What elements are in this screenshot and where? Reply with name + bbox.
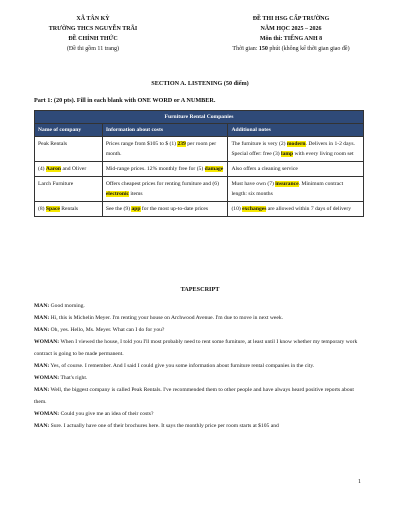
answer-highlight: exchanges: [242, 206, 267, 212]
dialogue-line: [34, 372, 364, 384]
cell-text: and Oliver: [61, 166, 87, 172]
cost-cell: [102, 177, 228, 202]
dialogue-text: Well, the biggest company is called Peak Rentals. I've recommended them to other people and have always heard positive reports about them.: [34, 387, 354, 405]
page-count-note: (Đề thi gồm 11 trang): [66, 46, 120, 52]
cell-text: items: [129, 191, 143, 197]
table-row: [35, 162, 364, 177]
cell-text: (4): [38, 166, 46, 172]
section-title: SECTION A. LISTENING (50 điểm): [151, 80, 249, 87]
answer-highlight: modern: [286, 141, 306, 147]
cell-text: Prices range from $105 to $ (1): [105, 141, 178, 147]
time-label: Thời gian:: [232, 46, 259, 52]
cell-text: (8): [38, 206, 46, 212]
speaker-label: WOMAN:: [34, 411, 60, 417]
cost-cell: [102, 162, 228, 177]
cell-text: with every living room set: [293, 151, 354, 157]
cell-text: The furniture is very (2): [231, 141, 287, 147]
dialogue-text: Yes, of course. I remember. And I said I could give you some information about furniture rental companies in the city.: [49, 363, 315, 369]
dialogue-text: That's right.: [59, 375, 88, 381]
note-cell: [228, 177, 364, 202]
official-label: ĐỀ CHÍNH THỨC: [68, 36, 118, 42]
dialogue-line: [34, 324, 364, 336]
table-row: [35, 177, 364, 202]
exam-title: ĐỀ THI HSG CẤP TRƯỜNG: [252, 16, 330, 22]
table-caption: Furniture Rental Companies: [35, 111, 364, 124]
furniture-table: [34, 110, 364, 217]
dialogue-line: [34, 384, 364, 408]
cell-text: Larch Furniture: [38, 181, 74, 187]
answer-highlight: damage: [204, 166, 224, 172]
dialogue-text: Hi, this is Michelin Meyer. I'm renting your house on Archwood Avenue. I'm due to move in next week.: [49, 315, 284, 321]
subject-label: Môn thi:: [259, 36, 284, 42]
table-row: [35, 202, 364, 217]
company-cell: [35, 137, 103, 162]
answer-highlight: lamp: [281, 151, 294, 157]
commune-name: XÃ TÂN KỲ: [76, 16, 110, 22]
column-header: Name of company: [35, 124, 103, 137]
cell-text: are allowed within 7 days of delivery: [266, 206, 352, 212]
page-number: 1: [358, 479, 361, 485]
cost-cell: [102, 137, 228, 162]
cost-cell: [102, 202, 228, 217]
cell-text: Offers cheapest prices for renting furniture and (6): [105, 181, 219, 187]
dialogue-line: [34, 408, 364, 420]
header-left: [18, 14, 168, 54]
dialogue-line: [34, 360, 364, 372]
cell-text: for the most up-to-date prices: [140, 206, 209, 212]
cell-text: See the (9): [105, 206, 132, 212]
school-name: TRƯỜNG THCS NGUYỄN TRÃI: [48, 26, 138, 32]
dialogue-text: Could you give me an idea of their costs?: [59, 411, 154, 417]
note-cell: [228, 137, 364, 162]
dialogue-text: Oh, yes. Hello, Ms. Meyer. What can I do for you?: [49, 327, 165, 333]
note-cell: [228, 202, 364, 217]
dialogue-line: [34, 300, 364, 312]
cell-text: (10): [231, 206, 243, 212]
answer-highlight: Aaron: [45, 166, 62, 172]
dialogue-text: Sure. I actually have one of their brochures here. It says the monthly price per room starts at $105 and: [49, 423, 279, 429]
speaker-label: MAN:: [34, 327, 50, 333]
cell-text: . Delivers in 1-2 days. Special offer: free (3): [231, 141, 355, 157]
header-right: [196, 14, 386, 54]
speaker-label: MAN:: [34, 315, 50, 321]
cell-text: Mid-range prices. 12% monthly free for (5): [105, 166, 205, 172]
speaker-label: WOMAN:: [34, 339, 60, 345]
dialogue-text: When I viewed the house, I told you I'll most probably need to rent some furniture, at least until I know whether my temporary work contract is going to be made permanent.: [34, 339, 358, 357]
speaker-label: MAN:: [34, 423, 50, 429]
column-header: Additional notes: [228, 124, 364, 137]
dialogue-text: Good morning.: [49, 303, 85, 309]
company-cell: [35, 162, 103, 177]
dialogue-line: [34, 312, 364, 324]
subject-value: TIẾNG ANH 8: [283, 36, 323, 42]
company-cell: [35, 177, 103, 202]
time-note: phút (không kể thời gian giao đề): [267, 46, 350, 52]
subject-line: [196, 34, 386, 44]
column-header: Information about costs: [102, 124, 228, 137]
speaker-label: MAN:: [34, 363, 50, 369]
tapescript-title: TAPESCRIPT: [180, 286, 220, 293]
answer-highlight: app: [131, 206, 141, 212]
answer-highlight: Space: [45, 206, 60, 212]
time-value: 150: [258, 46, 268, 52]
time-line: [196, 44, 386, 54]
dialogue-line: [34, 336, 364, 360]
cell-text: per room per month.: [105, 141, 217, 157]
answer-highlight: 239: [177, 141, 186, 147]
answer-highlight: electronic: [105, 191, 130, 197]
cell-text: Peak Rentals: [38, 141, 68, 147]
speaker-label: WOMAN:: [34, 375, 60, 381]
table-row: [35, 137, 364, 162]
speaker-label: MAN:: [34, 387, 50, 393]
cell-text: . Minimum contract length: six months: [231, 181, 344, 197]
cell-text: Rentals: [59, 206, 79, 212]
dialogue-line: [34, 420, 364, 432]
answer-highlight: insurance: [275, 181, 299, 187]
cell-text: Also offers a cleaning service: [231, 166, 298, 172]
note-cell: [228, 162, 364, 177]
school-year: NĂM HỌC 2025 – 2026: [260, 26, 322, 32]
speaker-label: MAN:: [34, 303, 50, 309]
tapescript-dialogue: [34, 300, 364, 432]
company-cell: [35, 202, 103, 217]
cell-text: Must have own (7): [231, 181, 276, 187]
part-title: Part 1: (20 pts). Fill in each blank with ONE WORD or A NUMBER.: [34, 97, 216, 104]
